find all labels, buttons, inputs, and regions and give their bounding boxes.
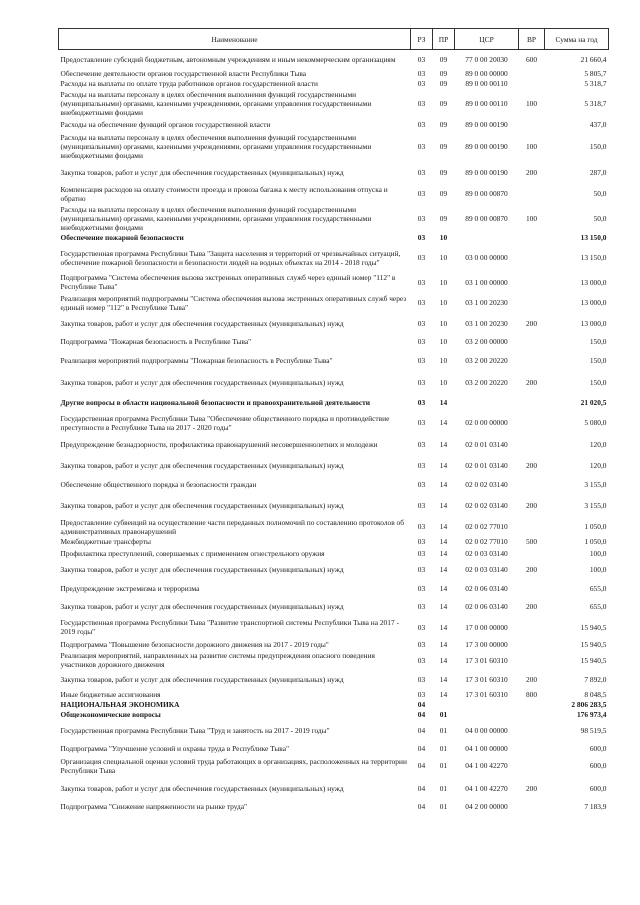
row-vr <box>519 700 545 710</box>
row-vr: 100 <box>525 213 538 223</box>
table-row <box>59 700 609 710</box>
row-pr: 14 <box>439 522 448 531</box>
table-row <box>59 162 609 184</box>
row-name: Расходы на выплаты по оплате труда работников органов государственной власти <box>60 79 318 88</box>
table-row <box>59 777 609 800</box>
row-vr <box>519 580 545 597</box>
row-vr <box>519 742 545 755</box>
row-name: Реализация мероприятий подпрограммы "Система обеспечения вызова экстренных оперативных служб через единый номер "112" в Республике Тыва" <box>60 293 407 312</box>
row-rz: 04 <box>417 761 426 770</box>
row-name: Предоставление субвенций на осуществление части переданных полномочий по составлению протоколов об административных правонарушений <box>60 517 405 536</box>
row-csr: 89 0 00 00190 <box>465 168 508 177</box>
table-row <box>59 597 609 617</box>
row-sum: 120,0 <box>589 440 607 449</box>
row-vr <box>519 651 545 670</box>
row-name: Закупка товаров, работ и услуг для обеспечения государственных (муниципальных) нужд <box>60 602 344 611</box>
row-name: Обеспечение пожарной безопасности <box>60 233 184 242</box>
row-name: Предоставление субсидий бюджетным, автономным учреждениям и иным некоммерческим организациям <box>60 54 396 64</box>
row-name: Реализация мероприятий, направленных на развитие системы предупреждения опасного поведения участников дорожного движения <box>60 651 375 669</box>
table-row <box>59 670 609 689</box>
row-vr <box>519 517 545 537</box>
row-pr <box>433 700 455 710</box>
row-sum: 5 805,7 <box>584 69 607 78</box>
row-csr: 04 1 00 42270 <box>465 783 508 793</box>
row-sum: 5 080,0 <box>584 418 607 427</box>
row-pr: 09 <box>439 54 448 64</box>
row-vr <box>519 800 545 814</box>
row-pr: 01 <box>439 726 448 735</box>
row-vr <box>519 69 545 79</box>
row-rz: 03 <box>417 233 426 242</box>
row-csr: 04 2 00 00000 <box>465 802 508 811</box>
row-pr: 14 <box>439 622 448 632</box>
table-row <box>59 314 609 334</box>
row-csr <box>455 233 519 243</box>
row-csr: 04 1 00 42270 <box>465 761 508 770</box>
row-pr: 14 <box>439 479 448 489</box>
row-pr: 14 <box>439 689 448 699</box>
row-csr: 89 0 00 00870 <box>465 213 508 223</box>
row-vr: 200 <box>525 674 538 684</box>
row-csr: 04 1 00 00000 <box>465 743 508 753</box>
row-csr: 02 0 06 03140 <box>465 602 508 611</box>
row-vr: 600 <box>525 54 538 64</box>
row-sum: 8 048,5 <box>584 689 607 699</box>
row-csr: 02 0 01 03140 <box>465 440 508 449</box>
row-name: Закупка товаров, работ и услуг для обеспечения государственных (муниципальных) нужд <box>60 565 344 574</box>
row-rz: 03 <box>417 398 426 407</box>
row-pr: 10 <box>439 337 448 346</box>
row-vr: 200 <box>525 565 538 574</box>
header-csr: ЦСР <box>455 29 519 50</box>
row-sum: 150,0 <box>589 355 607 365</box>
row-rz: 04 <box>417 743 426 753</box>
row-sum: 150,0 <box>589 377 607 387</box>
table-row <box>59 755 609 777</box>
row-pr: 09 <box>439 98 448 108</box>
row-csr: 02 0 01 03140 <box>465 460 508 470</box>
row-csr: 02 0 02 77010 <box>465 537 508 546</box>
row-name: Закупка товаров, работ и услуг для обеспечения государственных (муниципальных) нужд <box>60 168 344 177</box>
row-vr <box>519 79 545 89</box>
table-row <box>59 710 609 720</box>
row-pr: 10 <box>439 253 448 262</box>
row-rz: 04 <box>417 802 426 811</box>
row-sum: 2 806 283,5 <box>571 700 607 709</box>
row-sum: 15 940,5 <box>580 655 607 665</box>
row-rz: 04 <box>417 710 426 719</box>
row-name: Государственная программа Республики Тыва "Развитие транспортной системы Республики Тыва на 2017 - 2019 годы" <box>60 618 399 636</box>
row-rz: 04 <box>417 700 426 709</box>
row-name: Закупка товаров, работ и услуг для обеспечения государственных (муниципальных) нужд <box>60 319 344 328</box>
row-pr: 14 <box>439 655 448 665</box>
row-pr: 09 <box>439 213 448 223</box>
row-csr: 03 1 00 20230 <box>465 319 508 328</box>
row-vr <box>519 412 545 434</box>
row-sum: 15 940,5 <box>580 622 607 632</box>
row-pr: 09 <box>439 69 448 78</box>
row-pr: 01 <box>439 783 448 793</box>
row-name: Государственная программа Республики Тыва "Труд и занятость на 2017 - 2019 годы" <box>60 726 330 735</box>
row-name: Обеспечение деятельности органов государственной власти Республики Тыва <box>60 69 307 78</box>
row-name: Предупреждение экстремизма и терроризма <box>60 583 200 593</box>
row-pr: 14 <box>439 565 448 574</box>
row-sum: 600,0 <box>589 743 607 753</box>
row-rz: 03 <box>417 337 426 346</box>
row-sum: 437,0 <box>589 120 607 129</box>
row-vr: 500 <box>525 537 538 546</box>
row-pr: 09 <box>439 120 448 129</box>
row-pr: 14 <box>439 460 448 470</box>
row-csr: 89 0 00 00190 <box>465 142 508 151</box>
table-row <box>59 494 609 517</box>
row-sum: 287,0 <box>589 168 607 177</box>
table-row <box>59 334 609 350</box>
row-csr: 03 2 00 00000 <box>465 337 508 346</box>
row-vr <box>519 394 545 412</box>
row-rz: 03 <box>417 418 426 427</box>
table-row <box>59 132 609 162</box>
header-pr: ПР <box>433 29 455 50</box>
row-pr: 14 <box>439 500 448 510</box>
row-vr: 200 <box>525 168 538 177</box>
row-sum: 655,0 <box>589 583 607 593</box>
row-name: Закупка товаров, работ и услуг для обеспечения государственных (муниципальных) нужд <box>60 674 344 684</box>
row-vr <box>519 434 545 456</box>
row-csr: 77 0 00 20030 <box>465 54 508 64</box>
row-csr: 03 0 00 00000 <box>465 253 508 262</box>
row-vr: 200 <box>525 500 538 510</box>
table-row <box>59 689 609 700</box>
budget-table <box>58 28 609 814</box>
table-row <box>59 800 609 814</box>
row-sum: 150,0 <box>589 337 607 346</box>
table-row <box>59 475 609 494</box>
row-rz: 04 <box>417 783 426 793</box>
row-vr: 100 <box>525 98 538 108</box>
row-name: Подпрограмма "Пожарная безопасность в Республике Тыва" <box>60 337 252 346</box>
row-csr: 02 0 06 03140 <box>465 583 508 593</box>
row-sum: 100,0 <box>589 548 607 558</box>
row-vr <box>519 755 545 777</box>
row-rz: 03 <box>417 355 426 365</box>
row-name: Компенсация расходов на оплату стоимости проезда и провоза багажа к месту использования отпуска и обратно <box>60 184 388 203</box>
row-name: Расходы на выплаты персоналу в целях обеспечения выполнения функций государственными (муниципальными) органами, казенными учреждениями, органами управления государственными внебюджетными фондами <box>60 89 372 117</box>
row-csr: 17 3 00 00000 <box>465 639 508 649</box>
row-csr: 03 2 00 20220 <box>465 355 508 365</box>
table-row <box>59 50 609 69</box>
row-sum: 13 000,0 <box>580 277 607 287</box>
table-row <box>59 517 609 537</box>
row-sum: 1 050,0 <box>584 537 607 546</box>
table-row <box>59 233 609 243</box>
row-name: Закупка товаров, работ и услуг для обеспечения государственных (муниципальных) нужд <box>60 783 344 793</box>
row-name: Подпрограмма "Система обеспечения вызова экстренных оперативных служб через единый номер "112" в Республике Тыва" <box>60 273 396 291</box>
row-vr <box>519 617 545 638</box>
table-row <box>59 617 609 638</box>
row-vr: 200 <box>525 783 538 793</box>
row-rz: 03 <box>417 479 426 489</box>
row-csr: 02 0 03 03140 <box>465 565 508 574</box>
row-vr: 200 <box>525 377 538 387</box>
row-vr <box>519 710 545 720</box>
table-row <box>59 537 609 547</box>
row-csr: 17 0 00 00000 <box>465 622 508 632</box>
row-sum: 13 000,0 <box>580 298 607 307</box>
row-rz: 03 <box>417 54 426 64</box>
table-row <box>59 292 609 314</box>
row-name: Реализация мероприятий подпрограммы "Пожарная безопасность в Республике Тыва" <box>60 355 333 365</box>
row-csr: 02 0 02 03140 <box>465 500 508 510</box>
row-rz: 03 <box>417 440 426 449</box>
table-row <box>59 273 609 292</box>
row-rz: 03 <box>417 142 426 151</box>
row-pr: 10 <box>439 233 448 242</box>
row-vr: 800 <box>525 689 538 699</box>
row-csr: 02 0 02 03140 <box>465 479 508 489</box>
header-rz: РЗ <box>411 29 433 50</box>
row-csr: 17 3 01 60310 <box>465 655 508 665</box>
row-pr: 10 <box>439 377 448 387</box>
row-name: Межбюджетные трансферты <box>60 537 151 546</box>
row-pr: 09 <box>439 168 448 177</box>
table-row <box>59 79 609 89</box>
header-name: Наименование <box>59 29 411 50</box>
row-sum: 5 318,7 <box>584 79 607 88</box>
row-csr: 17 3 01 60310 <box>465 689 508 699</box>
row-pr: 09 <box>439 189 448 198</box>
row-rz: 03 <box>417 213 426 223</box>
row-rz: 03 <box>417 98 426 108</box>
row-name: Закупка товаров, работ и услуг для обеспечения государственных (муниципальных) нужд <box>60 377 344 387</box>
row-sum: 13 150,0 <box>580 233 607 242</box>
table-row <box>59 434 609 456</box>
row-sum: 50,0 <box>593 189 607 198</box>
row-sum: 176 973,4 <box>576 710 607 719</box>
row-pr: 10 <box>439 355 448 365</box>
row-name: Профилактика преступлений, совершаемых с применением огнестрельного оружия <box>60 548 325 558</box>
row-sum: 7 892,0 <box>584 674 607 684</box>
row-sum: 50,0 <box>593 213 607 223</box>
row-rz: 04 <box>417 726 426 735</box>
table-row <box>59 580 609 597</box>
row-pr: 14 <box>439 440 448 449</box>
table-row <box>59 350 609 371</box>
row-rz: 03 <box>417 522 426 531</box>
row-vr <box>519 720 545 742</box>
row-name: Расходы на выплаты персоналу в целях обеспечения выполнения функций государственными (муниципальными) органами, казенными учреждениями, органами управления государственными внебюджетными фондами <box>60 204 372 232</box>
table-body <box>59 50 609 814</box>
table-row <box>59 742 609 755</box>
row-rz: 03 <box>417 500 426 510</box>
row-vr <box>519 233 545 243</box>
table-header <box>59 29 609 50</box>
row-sum: 98 519,5 <box>580 726 607 735</box>
row-csr: 04 0 00 00000 <box>465 726 508 735</box>
table-row <box>59 412 609 434</box>
row-name: НАЦИОНАЛЬНАЯ ЭКОНОМИКА <box>60 700 180 709</box>
row-rz: 03 <box>417 69 426 78</box>
row-rz: 03 <box>417 583 426 593</box>
row-vr <box>519 118 545 132</box>
row-sum: 7 183,9 <box>584 802 607 811</box>
row-csr: 02 0 03 03140 <box>465 548 508 558</box>
row-sum: 120,0 <box>589 460 607 470</box>
row-vr <box>519 334 545 350</box>
row-name: Общеэкономические вопросы <box>60 710 161 719</box>
row-rz: 03 <box>417 79 426 88</box>
row-csr: 02 0 00 00000 <box>465 418 508 427</box>
row-rz: 03 <box>417 168 426 177</box>
table-row <box>59 371 609 394</box>
row-name: Государственная программа Республики Тыва "Обеспечение общественного порядка и противодействие преступности в Республике Тыва на 2017 - 2020 годы" <box>60 413 390 432</box>
row-sum: 13 150,0 <box>580 253 607 262</box>
row-pr: 09 <box>439 79 448 88</box>
header-vr: ВР <box>519 29 545 50</box>
row-pr: 09 <box>439 142 448 151</box>
row-name: Расходы на выплаты персоналу в целях обеспечения выполнения функций государственными (муниципальными) органами, казенными учреждениями, органами управления государственными внебюджетными фондами <box>60 133 372 160</box>
row-pr: 14 <box>439 674 448 684</box>
row-csr: 02 0 02 77010 <box>465 522 508 531</box>
row-vr <box>519 273 545 292</box>
row-pr: 10 <box>439 319 448 328</box>
table-row <box>59 394 609 412</box>
row-sum: 1 050,0 <box>584 522 607 531</box>
row-vr <box>519 547 545 560</box>
row-rz: 03 <box>417 655 426 665</box>
row-sum: 655,0 <box>589 602 607 611</box>
row-rz: 03 <box>417 189 426 198</box>
row-rz: 03 <box>417 674 426 684</box>
row-sum: 100,0 <box>589 565 607 574</box>
row-pr: 14 <box>439 398 448 407</box>
row-name: Подпрограмма "Улучшение условий и охраны труда в Республике Тыва" <box>60 743 289 753</box>
header-sum: Сумма на год <box>545 29 609 50</box>
row-name: Государственная программа Республики Тыва "Защита населения и территорий от чрезвычайных ситуаций, обеспечение пожарной безопасности и безопасности людей на водных объектах на 2014 - 2018 годы" <box>60 248 401 267</box>
row-rz: 03 <box>417 602 426 611</box>
table-row <box>59 69 609 79</box>
row-sum: 600,0 <box>589 761 607 770</box>
row-pr: 10 <box>439 298 448 307</box>
table-row <box>59 720 609 742</box>
row-csr <box>455 700 519 710</box>
row-name: Закупка товаров, работ и услуг для обеспечения государственных (муниципальных) нужд <box>60 500 344 510</box>
row-pr: 14 <box>439 639 448 649</box>
row-name: Подпрограмма "Снижение напряженности на рынке труда" <box>60 802 248 811</box>
row-rz: 03 <box>417 298 426 307</box>
row-sum: 21 020,5 <box>580 398 607 407</box>
row-pr: 01 <box>439 802 448 811</box>
row-pr: 14 <box>439 537 448 546</box>
row-pr: 01 <box>439 710 448 719</box>
row-name: Закупка товаров, работ и услуг для обеспечения государственных (муниципальных) нужд <box>60 460 344 470</box>
row-rz: 03 <box>417 319 426 328</box>
row-rz: 03 <box>417 377 426 387</box>
row-sum: 3 155,0 <box>584 479 607 489</box>
row-pr: 14 <box>439 602 448 611</box>
table-row <box>59 560 609 580</box>
row-pr: 14 <box>439 548 448 558</box>
row-csr: 89 0 00 00110 <box>465 98 508 108</box>
row-csr: 89 0 00 00000 <box>465 69 508 78</box>
row-csr <box>455 394 519 412</box>
row-rz: 03 <box>417 622 426 632</box>
table-row <box>59 547 609 560</box>
row-sum: 600,0 <box>589 783 607 793</box>
row-pr: 14 <box>439 583 448 593</box>
row-sum: 13 000,0 <box>580 319 607 328</box>
row-rz: 03 <box>417 253 426 262</box>
table-row <box>59 184 609 204</box>
row-sum: 150,0 <box>589 142 607 151</box>
row-rz: 03 <box>417 460 426 470</box>
row-rz: 03 <box>417 639 426 649</box>
row-vr: 200 <box>525 319 538 328</box>
row-pr: 10 <box>439 277 448 287</box>
row-sum: 15 940,5 <box>580 639 607 649</box>
row-vr <box>519 292 545 314</box>
row-vr <box>519 475 545 494</box>
row-name: Иные бюджетные ассигнования <box>60 689 161 699</box>
table-row <box>59 204 609 233</box>
row-csr: 17 3 01 60310 <box>465 674 508 684</box>
row-sum: 5 318,7 <box>584 98 607 108</box>
row-name: Организация специальной оценки условий труда работающих в организациях, расположенных на территории Республики Тыва <box>60 756 407 775</box>
row-rz: 03 <box>417 277 426 287</box>
row-pr: 14 <box>439 418 448 427</box>
table-row <box>59 243 609 273</box>
table-row <box>59 651 609 670</box>
row-name: Предупреждение безнадзорности, профилактика правонарушений несовершеннолетних и молодежи <box>60 440 378 449</box>
row-csr: 89 0 00 00190 <box>465 120 508 129</box>
row-name: Расходы на обеспечение функций органов государственной власти <box>60 120 271 129</box>
row-rz: 03 <box>417 565 426 574</box>
row-name: Обеспечение общественного порядка и безопасности граждан <box>60 479 257 489</box>
table-row <box>59 89 609 118</box>
row-sum: 21 660,4 <box>580 54 607 64</box>
row-pr: 01 <box>439 743 448 753</box>
table-row <box>59 456 609 475</box>
row-csr: 89 0 00 00110 <box>465 79 508 88</box>
row-csr: 89 0 00 00870 <box>465 189 508 198</box>
row-csr: 03 1 00 00000 <box>465 277 508 287</box>
row-rz: 03 <box>417 548 426 558</box>
row-csr: 03 2 00 20220 <box>465 377 508 387</box>
row-rz: 03 <box>417 120 426 129</box>
row-name: Подпрограмма "Повышение безопасности дорожного движения на 2017 - 2019 годы" <box>60 639 329 649</box>
row-rz: 03 <box>417 689 426 699</box>
row-vr <box>519 350 545 371</box>
row-vr <box>519 243 545 273</box>
row-csr: 03 1 00 20230 <box>465 298 508 307</box>
table-row <box>59 118 609 132</box>
row-pr: 01 <box>439 761 448 770</box>
row-sum: 3 155,0 <box>584 500 607 510</box>
header-row <box>59 29 609 50</box>
row-vr <box>519 184 545 204</box>
row-name: Другие вопросы в области национальной безопасности и правоохранительной деятельности <box>60 398 371 407</box>
row-vr <box>519 638 545 651</box>
row-csr <box>455 710 519 720</box>
row-vr: 200 <box>525 602 538 611</box>
row-vr: 200 <box>525 460 538 470</box>
table-row <box>59 638 609 651</box>
row-rz: 03 <box>417 537 426 546</box>
row-vr: 100 <box>525 142 538 151</box>
